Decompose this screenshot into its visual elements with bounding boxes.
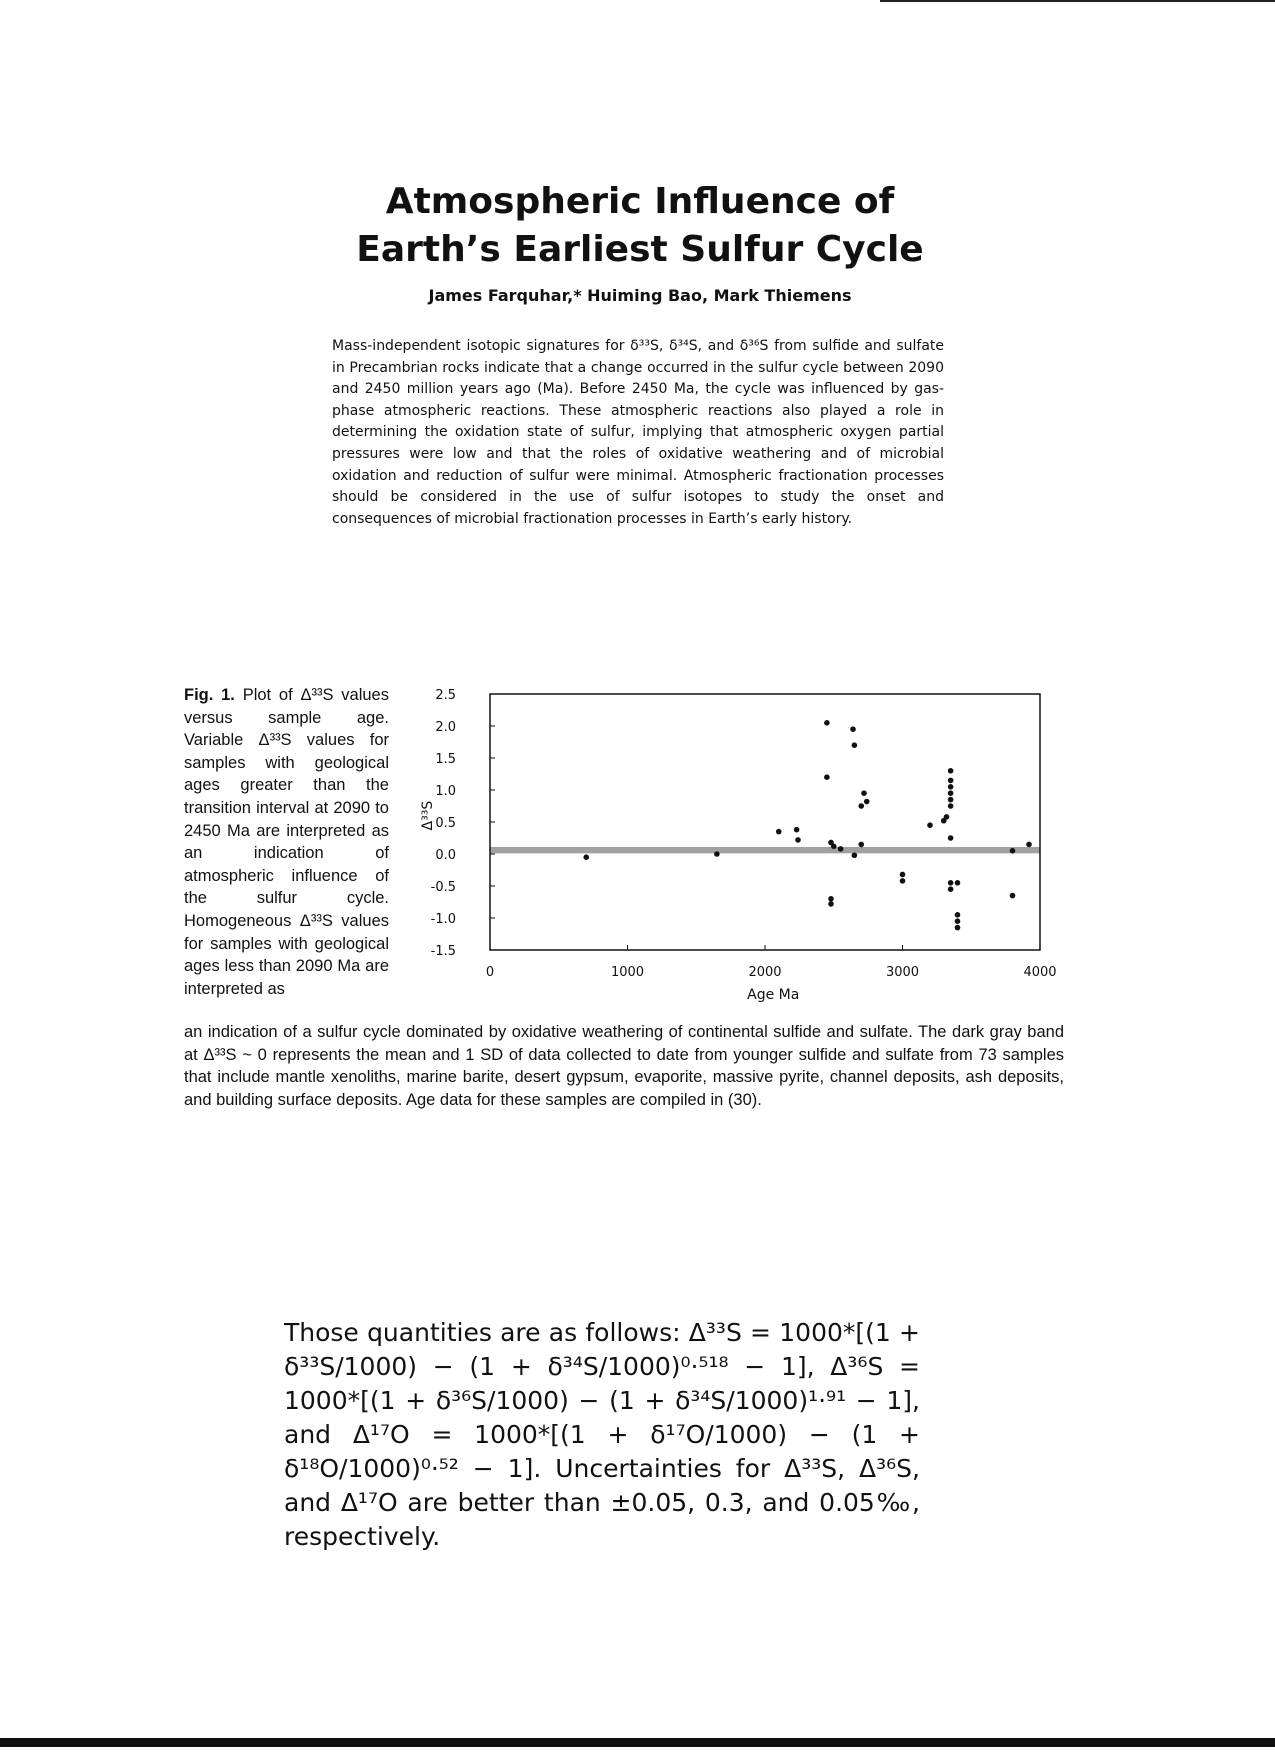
y-tick-label: 0.0	[435, 848, 456, 863]
x-tick-label: 2000	[748, 965, 782, 980]
title-line-1: Atmospheric Influence of	[385, 181, 895, 222]
data-point	[955, 912, 961, 918]
data-point	[1026, 842, 1032, 848]
footnote: Those quantities are as follows: Δ³³S = 1000*[(1 + δ³³S/1000) − (1 + δ³⁴S/1000)⁰·⁵¹⁸ − 1], Δ³⁶S = 1000*[(1 + δ³⁶S/1000) − (1 + δ³⁴S/1000)¹·⁹¹ − 1], and Δ¹⁷O = 1000*[(1 + δ¹⁷O/1000) − (1 + δ¹⁸O/1000)⁰·⁵² − 1]. Uncertainties for Δ³³S, Δ³⁶S, and Δ¹⁷O are better than ±0.05, 0.3, and 0.05‰, respectively.	[284, 1318, 920, 1551]
data-point	[824, 774, 830, 780]
x-tick-label: 1000	[610, 965, 645, 980]
x-tick-label: 4000	[1023, 965, 1057, 980]
data-point	[948, 797, 954, 803]
data-point	[948, 886, 954, 892]
data-point	[852, 852, 858, 858]
figure-caption-continued: an indication of a sulfur cycle dominated by oxidative weathering of continental sulfide and sulfate. The dark gray band at Δ³³S ~ 0 represents the mean and 1 SD of data collected to date from younger sulfide and sulfate from 73 samples that include mantle xenoliths, marine barite, desert gypsum, evaporite, massive pyrite, channel deposits, ash deposits, and building surface deposits. Age data for these samples are compiled in (30).	[184, 1023, 1064, 1109]
data-point	[948, 778, 954, 784]
data-point	[948, 803, 954, 809]
x-axis-label: Age Ma	[747, 987, 800, 1003]
data-point	[948, 835, 954, 841]
data-point	[948, 880, 954, 886]
data-point	[794, 827, 800, 833]
y-tick-label: 1.0	[435, 784, 456, 799]
data-point	[1010, 893, 1016, 899]
data-point	[944, 814, 950, 820]
paper-title	[300, 178, 980, 274]
figure-label: Fig. 1.	[184, 686, 235, 704]
data-point	[861, 790, 867, 796]
y-tick-label: -1.5	[430, 944, 456, 959]
x-tick-label: 3000	[885, 965, 920, 980]
data-point	[900, 878, 906, 884]
data-point	[948, 768, 954, 774]
data-point	[714, 851, 720, 857]
abstract: Mass-independent isotopic signatures for δ³³S, δ³⁴S, and δ³⁶S from sulfide and sulfate in Precambrian rocks indicate that a change occurred in the sulfur cycle between 2090 and 2450 million years ago (Ma). Before 2450 Ma, the cycle was influenced by gas-phase atmospheric reactions. These atmospheric reactions also played a role in determining the oxidation state of sulfur, implying that atmospheric oxygen partial pressures were low and that the roles of oxidative weathering and of microbial oxidation and reduction of sulfur were minimal. Atmospheric fractionation processes should be considered in the use of sulfur isotopes to study the onset and consequences of microbial fractionation processes in Earth’s early history.	[332, 338, 944, 527]
data-point	[838, 846, 844, 852]
data-point	[776, 829, 782, 835]
y-tick-label: 2.0	[435, 720, 456, 735]
author-list: James Farquhar,* Huiming Bao, Mark Thiemens	[428, 286, 852, 305]
bottom-rule	[0, 1738, 1275, 1747]
data-point	[948, 790, 954, 796]
data-point	[948, 784, 954, 790]
x-tick-label: 0	[485, 965, 495, 980]
plot-frame	[490, 694, 1040, 950]
data-point	[1010, 848, 1016, 854]
chart-layer	[420, 688, 1057, 1003]
data-point	[852, 742, 858, 748]
data-point	[850, 726, 856, 732]
data-point	[858, 803, 864, 809]
figure-caption	[184, 684, 389, 1000]
y-tick-label: -1.0	[430, 912, 456, 927]
data-point	[828, 901, 834, 907]
data-point	[583, 854, 589, 860]
y-tick-label: 1.5	[435, 752, 456, 767]
data-point	[927, 822, 933, 828]
data-point	[955, 880, 961, 886]
y-tick-label: 0.5	[435, 816, 456, 831]
gray-band	[490, 847, 1040, 853]
data-point	[828, 896, 834, 902]
data-point	[824, 720, 830, 726]
data-point	[858, 842, 864, 848]
scatter-chart	[410, 680, 1070, 1015]
data-point	[955, 925, 961, 931]
title-line-2: Earth’s Earliest Sulfur Cycle	[356, 229, 924, 270]
y-axis-label: Δ³³S	[420, 800, 436, 831]
data-point	[900, 872, 906, 878]
y-tick-label: 2.5	[435, 688, 456, 703]
data-point	[795, 837, 801, 843]
top-rule	[880, 0, 1275, 2]
data-point	[955, 918, 961, 924]
y-tick-label: -0.5	[430, 880, 456, 895]
data-point	[864, 799, 870, 805]
figure-caption-start: Plot of Δ³³S values versus sample age. Variable Δ³³S values for samples with geological ages greater than the transition interval at 2090 to 2450 Ma are interpreted as an indication of atmospheric influence of the sulfur cycle. Homogeneous Δ³³S values for samples with geological ages less than 2090 Ma are interpreted as	[184, 686, 389, 998]
data-point	[831, 844, 837, 850]
